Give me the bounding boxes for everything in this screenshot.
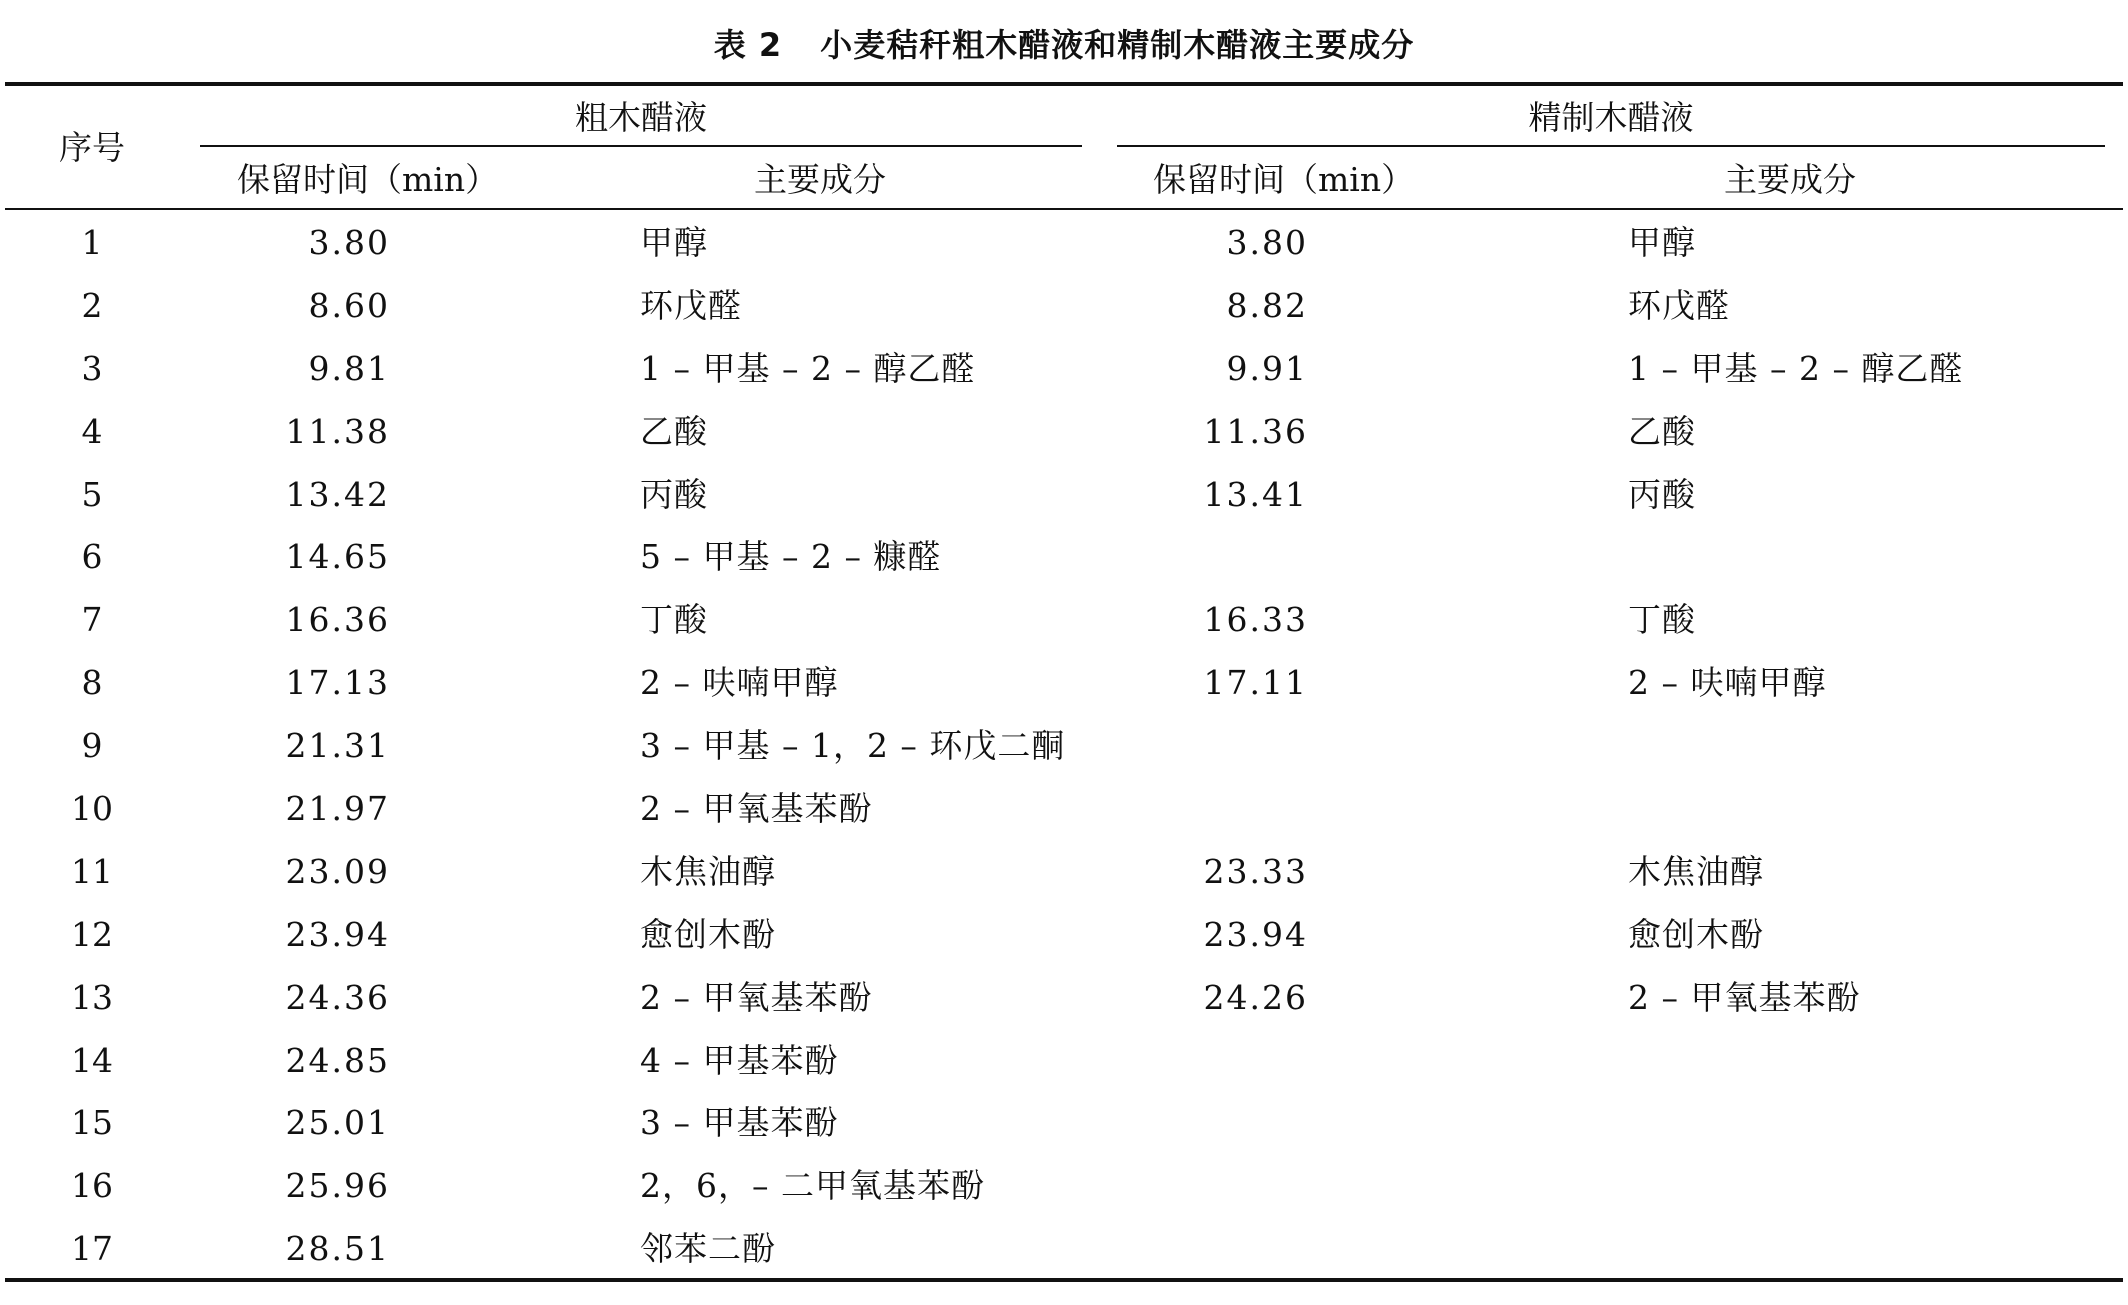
crude-component: 3 – 甲基 – 1，2 – 环戊二酮 — [640, 726, 1066, 766]
crude-component: 2 – 呋喃甲醇 — [640, 663, 839, 703]
crude-retention-time: 16.36 — [285, 600, 390, 640]
table-row — [0, 910, 2128, 973]
group-refined-rule — [1117, 145, 2105, 147]
crude-retention-time: 23.09 — [285, 851, 390, 891]
table-row — [0, 1036, 2128, 1099]
table-row — [0, 595, 2128, 658]
crude-component: 木焦油醇 — [640, 851, 776, 891]
table-caption: 小麦秸秆粗木醋液和精制木醋液主要成分 — [820, 26, 1415, 64]
refined-component: 乙酸 — [1628, 411, 1696, 451]
refined-retention-time: 16.33 — [1203, 600, 1308, 640]
crude-component: 2 – 甲氧基苯酚 — [640, 789, 873, 829]
refined-retention-time: 17.11 — [1203, 663, 1308, 703]
header-group-crude: 粗木醋液 — [575, 98, 707, 137]
header-refined-main-component: 主要成分 — [1724, 160, 1856, 199]
crude-component: 丙酸 — [640, 474, 708, 514]
header-refined-retention-time: 保留时间（min） — [1153, 160, 1415, 199]
refined-component: 木焦油醇 — [1628, 851, 1764, 891]
refined-component: 1 – 甲基 – 2 – 醇乙醛 — [1628, 348, 1964, 388]
refined-retention-time: 23.33 — [1203, 851, 1308, 891]
crude-component: 乙酸 — [640, 411, 708, 451]
table-row — [0, 470, 2128, 533]
row-seq: 14 — [71, 1040, 113, 1080]
refined-retention-time: 11.36 — [1203, 411, 1308, 451]
crude-retention-time: 23.94 — [285, 914, 390, 954]
table-row — [0, 281, 2128, 344]
crude-retention-time: 8.60 — [308, 285, 390, 325]
crude-component: 1 – 甲基 – 2 – 醇乙醛 — [640, 348, 976, 388]
table-row — [0, 973, 2128, 1036]
table-row — [0, 847, 2128, 910]
row-seq: 8 — [81, 663, 103, 703]
table-row — [0, 218, 2128, 281]
refined-component: 2 – 甲氧基苯酚 — [1628, 977, 1861, 1017]
row-seq: 10 — [71, 789, 113, 829]
crude-component: 甲醇 — [640, 223, 708, 262]
row-seq: 7 — [81, 600, 103, 640]
row-seq: 2 — [81, 285, 103, 325]
crude-retention-time: 24.36 — [285, 977, 390, 1017]
table-row — [0, 407, 2128, 470]
table-bottom-rule — [5, 1278, 2123, 1282]
crude-retention-time: 14.65 — [285, 537, 390, 577]
table-body — [0, 218, 2128, 1287]
group-crude-rule — [200, 145, 1082, 147]
crude-retention-time: 9.81 — [308, 348, 390, 388]
table-row — [0, 721, 2128, 784]
refined-retention-time: 13.41 — [1203, 474, 1308, 514]
table-row — [0, 1161, 2128, 1224]
refined-component: 环戊醛 — [1628, 285, 1730, 325]
crude-retention-time: 17.13 — [285, 663, 390, 703]
crude-retention-time: 25.01 — [285, 1103, 390, 1143]
refined-retention-time: 3.80 — [1226, 223, 1308, 262]
table-row — [0, 658, 2128, 721]
table-row — [0, 784, 2128, 847]
table-title — [0, 22, 2128, 68]
row-seq: 3 — [81, 348, 103, 388]
crude-component: 2，6，– 二甲氧基苯酚 — [640, 1166, 985, 1206]
row-seq: 6 — [81, 537, 103, 577]
refined-retention-time: 9.91 — [1226, 348, 1308, 388]
crude-retention-time: 13.42 — [285, 474, 390, 514]
row-seq: 12 — [71, 914, 113, 954]
refined-component: 丙酸 — [1628, 474, 1696, 514]
row-seq: 4 — [81, 411, 103, 451]
refined-retention-time: 8.82 — [1226, 285, 1308, 325]
crude-component: 愈创木酚 — [640, 914, 776, 954]
crude-component: 丁酸 — [640, 600, 708, 640]
header-crude-main-component: 主要成分 — [754, 160, 886, 199]
row-seq: 11 — [71, 851, 113, 891]
header-seq: 序号 — [59, 128, 125, 167]
crude-retention-time: 3.80 — [308, 223, 390, 262]
refined-retention-time: 23.94 — [1203, 914, 1308, 954]
crude-component: 环戊醛 — [640, 285, 742, 325]
crude-retention-time: 11.38 — [285, 411, 390, 451]
crude-retention-time: 24.85 — [285, 1040, 390, 1080]
table-row — [0, 532, 2128, 595]
row-seq: 16 — [71, 1166, 113, 1206]
crude-retention-time: 21.31 — [285, 726, 390, 766]
crude-component: 3 – 甲基苯酚 — [640, 1103, 839, 1143]
row-seq: 15 — [71, 1103, 113, 1143]
row-seq: 13 — [71, 977, 113, 1017]
crude-retention-time: 28.51 — [285, 1229, 390, 1269]
table-number: 表 2 — [713, 26, 783, 64]
refined-retention-time: 24.26 — [1203, 977, 1308, 1017]
header-crude-retention-time: 保留时间（min） — [237, 160, 499, 199]
refined-component: 2 – 呋喃甲醇 — [1628, 663, 1827, 703]
table-top-rule — [5, 82, 2123, 86]
row-seq: 17 — [71, 1229, 113, 1269]
table-row — [0, 344, 2128, 407]
header-group-refined: 精制木醋液 — [1528, 98, 1694, 137]
row-seq: 1 — [81, 223, 103, 262]
header-bottom-rule — [5, 208, 2123, 210]
table-row — [0, 1098, 2128, 1161]
crude-component: 4 – 甲基苯酚 — [640, 1040, 839, 1080]
row-seq: 5 — [81, 474, 103, 514]
refined-component: 愈创木酚 — [1628, 914, 1764, 954]
refined-component: 甲醇 — [1628, 223, 1696, 262]
crude-retention-time: 25.96 — [285, 1166, 390, 1206]
refined-component: 丁酸 — [1628, 600, 1696, 640]
crude-retention-time: 21.97 — [285, 789, 390, 829]
row-seq: 9 — [81, 726, 103, 766]
crude-component: 5 – 甲基 – 2 – 糠醛 — [640, 537, 942, 577]
crude-component: 2 – 甲氧基苯酚 — [640, 977, 873, 1017]
crude-component: 邻苯二酚 — [640, 1229, 776, 1269]
